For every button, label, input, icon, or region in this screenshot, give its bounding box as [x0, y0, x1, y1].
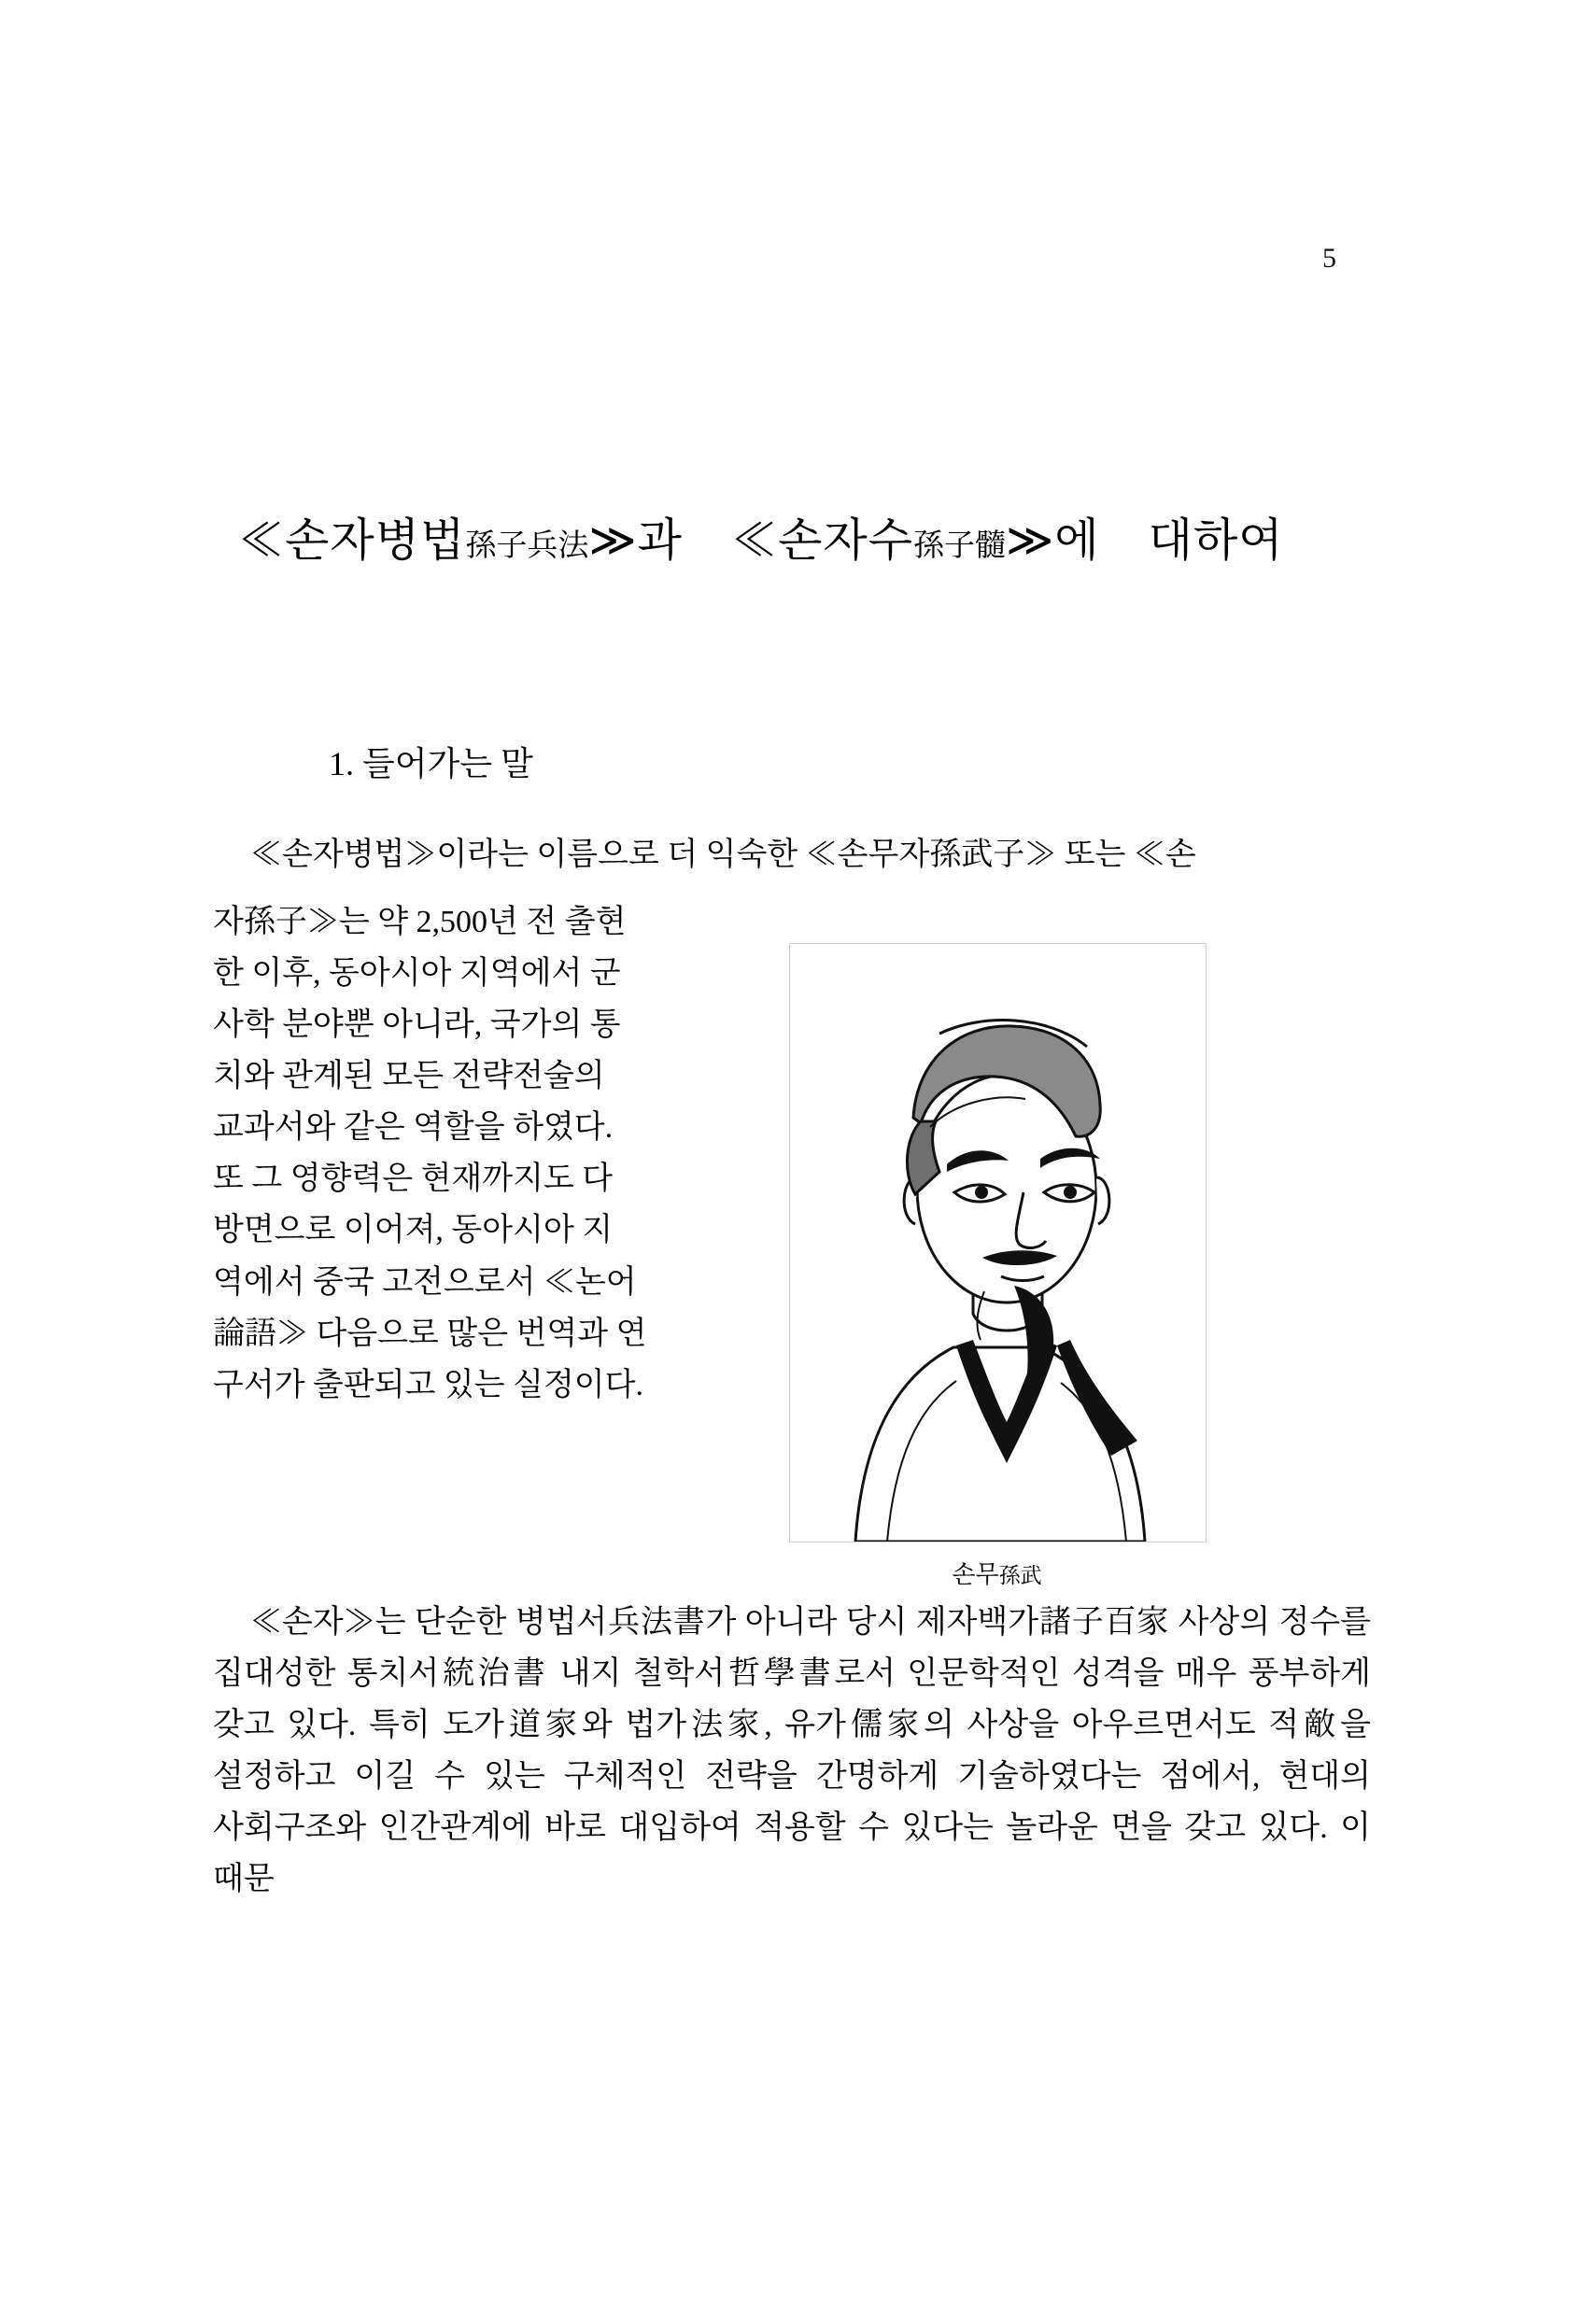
figure-caption: [789, 1556, 1205, 1590]
intro-line: 論語≫ 다음으로 많은 번역과 연: [213, 1316, 647, 1351]
title-part-2-tail: ≫에: [1006, 514, 1100, 566]
intro-line: 한 이후, 동아시아 지역에서 군: [213, 956, 621, 992]
intro-lead-line: ≪손자병법≫이라는 이름으로 더 익숙한 ≪손무자孫武子≫ 또는 ≪손: [250, 838, 1196, 872]
title-part-3: 대하여: [1148, 514, 1284, 566]
intro-line: 구서가 출판되고 있는 실정이다.: [213, 1367, 643, 1402]
intro-line: 또 그 영향력은 현재까지도 다: [213, 1162, 614, 1197]
intro-line: 사학 분야뿐 아니라, 국가의 통: [213, 1007, 621, 1043]
title-part-1-tail: ≫과: [588, 514, 683, 566]
figure-caption-korean: 손무: [952, 1561, 999, 1588]
body-paragraph: ≪손자≫는 단순한 병법서兵法書가 아니라 당시 제자백가諸子百家 사상의 정수를 집대성한 통치서統治書 내지 철학서哲學書로서 인문학적인 성격을 매우 풍부하게 갖고 있다. 특히 도가道家와 법가法家, 유가儒家의 사상을 아우르면서도 적敵을 설정하고 이길 수 있는 구체적인 전략을 간명하게 기술하였다는 점에서, 현대의 사회구조와 인간관계에 바로 대입하여 적용할 수 있다는 놀라운 면을 갖고 있다. 이 때문: [213, 1605, 1371, 1897]
portrait-image: [789, 943, 1207, 1542]
title-part-2-hanja: 孫子髓: [913, 529, 1006, 563]
title-part-1-korean: ≪손자병법: [238, 514, 466, 566]
page-number: 5: [1322, 243, 1336, 274]
sun-tzu-illustration-icon: [790, 944, 1206, 1542]
figure-sun-tzu-portrait: [789, 943, 1205, 1590]
page-title: [238, 504, 1359, 570]
intro-line: 방면으로 이어져, 동아시아 지: [213, 1213, 614, 1248]
intro-line: 치와 관계된 모든 전략전술의: [213, 1059, 605, 1094]
intro-line: 교과서와 같은 역할을 하였다.: [213, 1110, 614, 1146]
intro-line: 자孫子≫는 약 2,500년 전 출현: [213, 905, 627, 939]
title-part-1-hanja: 孫子兵法: [465, 529, 589, 563]
section-heading: 1. 들어가는 말: [329, 745, 533, 782]
intro-line: 역에서 중국 고전으로서 ≪논어: [213, 1264, 637, 1300]
figure-caption-hanja: 孫武: [998, 1564, 1042, 1587]
intro-wrapped-column: [213, 896, 708, 1411]
title-part-2-korean: ≪손자수: [730, 514, 913, 566]
